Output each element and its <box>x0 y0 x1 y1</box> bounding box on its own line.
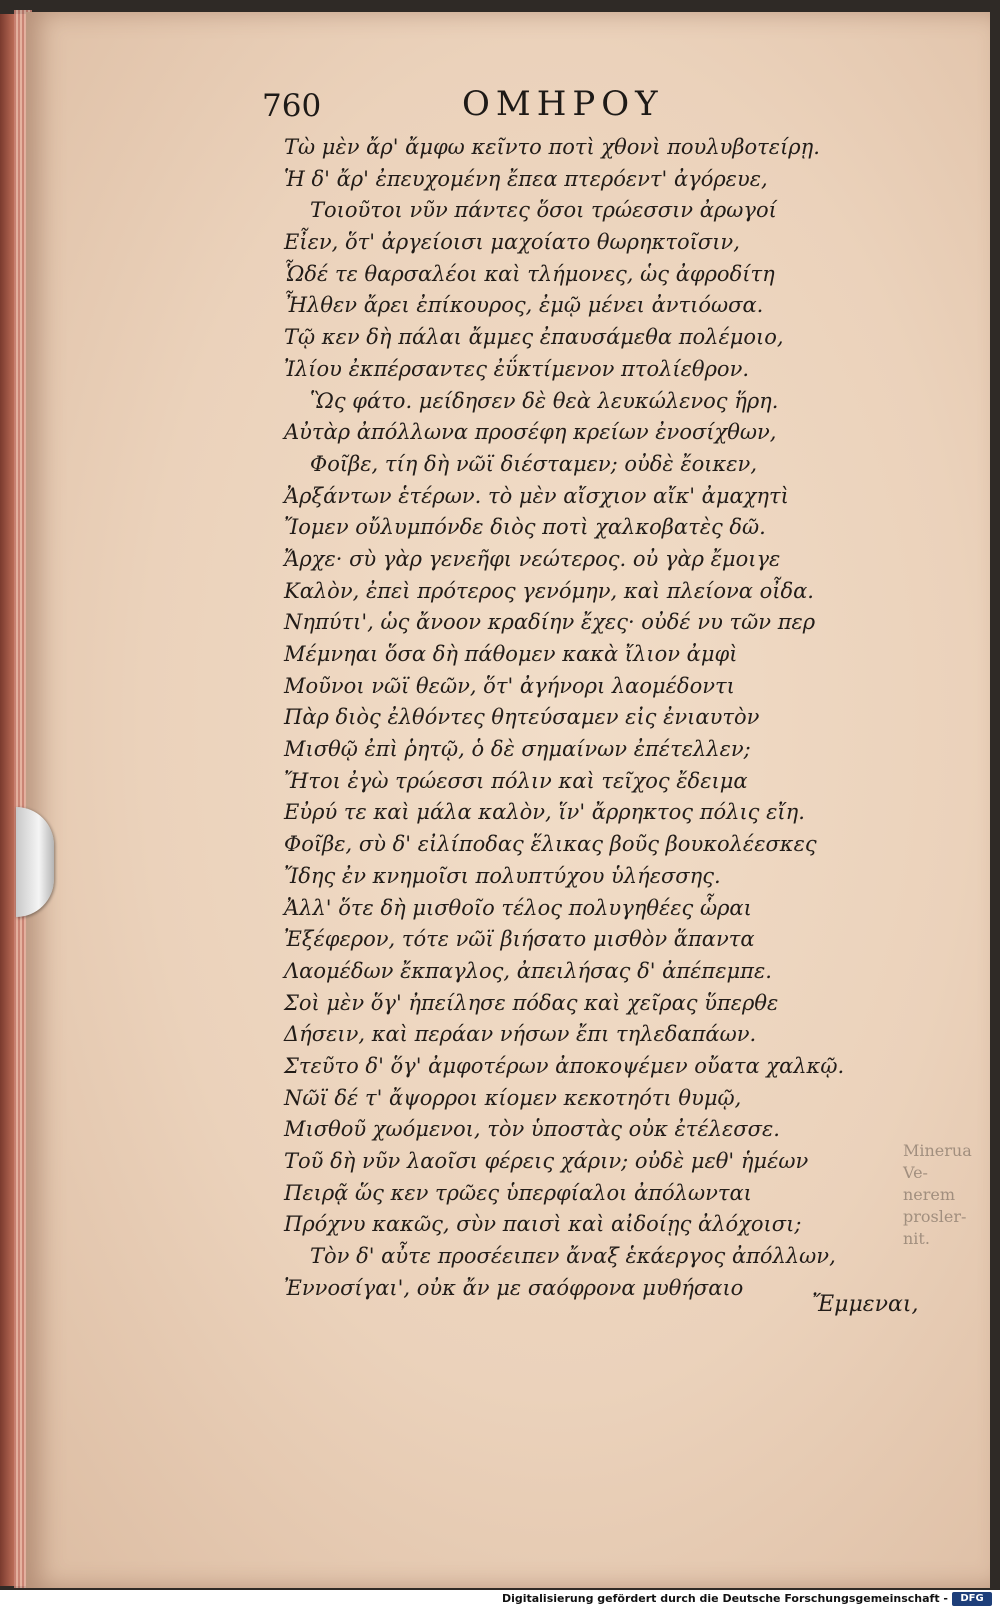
catchword: Ἔμμεναι, <box>812 1292 919 1317</box>
verse-line: Μοῦνοι νῶϊ θεῶν, ὅτ' ἀγήνορι λαομέδοντι <box>284 673 735 698</box>
verse-line: Ἰλίου ἐκπέρσαντες ἐΰκτίμενον πτολίεθρον. <box>284 356 750 381</box>
verse-line: Πρόχνυ κακῶς, σὺν παισὶ καὶ αἰδοίῃς ἀλόχοισι; <box>284 1212 802 1237</box>
verse-line: Ὧδέ τε θαρσαλέοι καὶ τλήμονες, ὡς ἀφροδίτη <box>284 261 775 286</box>
page-number: 760 <box>262 88 322 124</box>
verse-line: Ἴδης ἐν κνημοῖσι πολυπτύχου ὑλήεσσης. <box>284 863 721 888</box>
verse-line: Φοῖβε, τίη δὴ νῶϊ διέσταμεν; οὐδὲ ἔοικεν, <box>310 451 757 476</box>
page-clasp <box>16 807 54 917</box>
verse-line: Ἄρχε· σὺ γὰρ γενεῆφι νεώτερος. οὐ γὰρ ἔμοιγε <box>284 546 781 571</box>
verse-line: Τοῦ δὴ νῦν λαοῖσι φέρεις χάριν; οὐδὲ μεθ' ἡμέων <box>284 1149 809 1173</box>
verse-line: Ὣς φάτο. μείδησεν δὲ θεὰ λευκώλενος ἥρη. <box>310 388 779 413</box>
verse-line: Τὼ μὲν ἄρ' ἄμφω κεῖντο ποτὶ χθονὶ πουλυβοτείρῃ. <box>284 135 820 159</box>
verse-line: Ἐξέφερον, τότε νῶϊ βιήσατο μισθὸν ἅπαντα <box>284 927 755 952</box>
verse-line: Ἦλθεν ἄρει ἐπίκουρος, ἐμῷ μένει ἀντιόωσα. <box>284 293 764 318</box>
verse-line: Εὐρύ τε καὶ μάλα καλὸν, ἵν' ἄρρηκτος πόλις εἴη. <box>284 800 805 825</box>
verse-line: Νῶϊ δέ τ' ἄψορροι κίομεν κεκοτηότι θυμῷ, <box>284 1085 742 1110</box>
verse-line: Ἤτοι ἐγὼ τρώεσσι πόλιν καὶ τεῖχος ἔδειμα <box>284 768 748 793</box>
verse-line: Αὐτὰρ ἀπόλλωνα προσέφη κρείων ἐνοσίχθων, <box>284 420 777 445</box>
verse-line: Μισθῷ ἐπὶ ῥητῷ, ὁ δὲ σημαίνων ἐπέτελλεν; <box>284 737 751 762</box>
verse-line: Ἀρξάντων ἑτέρων. τὸ μὲν αἴσχιον αἴκ' ἀμαχητὶ <box>284 483 789 508</box>
footer-credit: Digitalisierung gefördert durch die Deutsche Forschungsgemeinschaft - <box>501 1592 948 1605</box>
dfg-logo-icon: DFG <box>952 1592 992 1606</box>
verse-line: Μέμνηαι ὅσα δὴ πάθομεν κακὰ ἴλιον ἀμφὶ <box>284 642 738 666</box>
verse-line: Πὰρ διὸς ἐλθόντες θητεύσαμεν εἰς ἐνιαυτὸν <box>284 705 760 730</box>
verse-line: Ἡ δ' ἄρ' ἐπευχομένη ἔπεα πτερόεντ' ἀγόρευε, <box>284 166 768 191</box>
verse-line: Τὸν δ' αὖτε προσέειπεν ἄναξ ἑκάεργος ἀπόλλων, <box>310 1244 836 1269</box>
verse-line: Τοιοῦτοι νῦν πάντες ὅσοι τρώεσσιν ἀρωγοί <box>310 198 777 223</box>
verse-line: Πειρᾷ ὥς κεν τρῶες ὑπερφίαλοι ἀπόλωνται <box>284 1180 752 1205</box>
verse-line: Μισθοῦ χωόμενοι, τὸν ὑποστὰς οὐκ ἐτέλεσσε. <box>284 1117 780 1142</box>
verse-line: Νηπύτι', ὡς ἄνοον κραδίην ἔχες· οὐδέ νυ τῶν περ <box>284 610 816 635</box>
running-title: ΟΜΗΡΟΥ <box>462 84 664 124</box>
verse-line: Φοῖβε, σὺ δ' εἰλίποδας ἕλικας βοῦς βουκολέεσκες <box>284 832 817 857</box>
verse-line: Ἀλλ' ὅτε δὴ μισθοῖο τέλος πολυγηθέες ὧραι <box>284 895 752 920</box>
verse-line: Λαομέδων ἔκπαγλος, ἀπειλήσας δ' ἀπέπεμπε. <box>284 958 772 983</box>
verse-line: Ἴομεν οὔλυμπόνδε διὸς ποτὶ χαλκοβατὲς δῶ. <box>284 515 766 540</box>
page-header <box>262 84 822 130</box>
digitization-footer <box>0 1590 1000 1609</box>
verse-line: Σοὶ μὲν ὅγ' ἠπείλησε πόδας καὶ χεῖρας ὕπερθε <box>284 990 779 1015</box>
verse-line: Εἶεν, ὅτ' ἀργείοισι μαχοίατο θωρηκτοῖσιν, <box>284 230 740 255</box>
verse-line: Ἐννοσίγαι', οὐκ ἄν με σαόφρονα μυθήσαιο <box>284 1275 744 1300</box>
verse-block <box>284 132 904 1304</box>
margin-note: Minerua Ve- nerem prosler- nit. <box>903 1141 972 1248</box>
verse-line: Δήσειν, καὶ περάαν νήσων ἔπι τηλεδαπάων. <box>284 1022 757 1047</box>
verse-line: Τῷ κεν δὴ πάλαι ἄμμες ἐπαυσάμεθα πολέμοιο, <box>284 325 784 350</box>
verse-line: Στεῦτο δ' ὅγ' ἀμφοτέρων ἀποκοψέμεν οὔατα χαλκῷ. <box>284 1053 845 1078</box>
verse-line: Καλὸν, ἐπεὶ πρότερος γενόμην, καὶ πλείονα οἶδα. <box>284 578 814 603</box>
